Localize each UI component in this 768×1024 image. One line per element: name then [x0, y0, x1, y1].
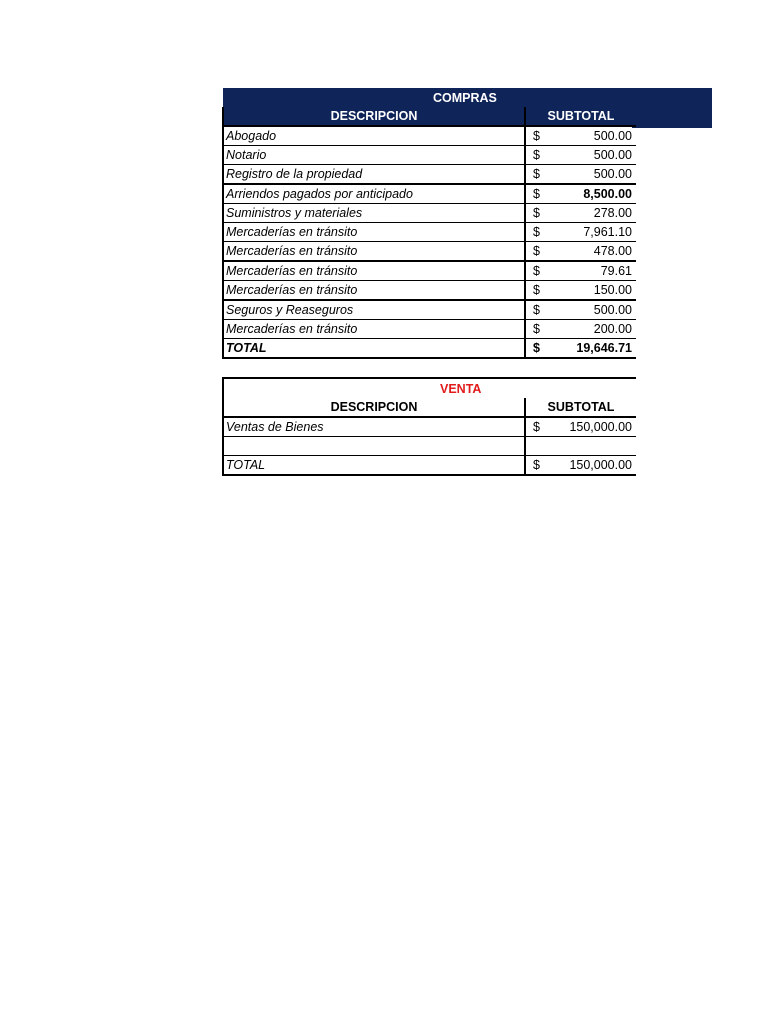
- row-subtotal: [525, 417, 636, 437]
- row-subtotal: [525, 184, 636, 204]
- compras-header-row: [223, 107, 636, 126]
- row-desc: Arriendos pagados por anticipado: [223, 184, 525, 204]
- currency-symbol: $: [533, 283, 540, 297]
- row-desc: Mercaderías en tránsito: [223, 242, 525, 262]
- row-amount: 150,000.00: [569, 420, 632, 434]
- table-row: [223, 146, 636, 165]
- currency-symbol: $: [533, 264, 540, 278]
- currency-symbol: $: [533, 322, 540, 336]
- row-desc: [223, 437, 525, 456]
- total-amount: 19,646.71: [576, 341, 632, 355]
- currency-symbol: $: [533, 244, 540, 258]
- row-amount: 500.00: [593, 303, 632, 317]
- total-label: TOTAL: [223, 456, 525, 476]
- table-row: [223, 437, 636, 456]
- row-desc: Mercaderías en tránsito: [223, 281, 525, 301]
- total-subtotal: [525, 339, 636, 359]
- row-amount: 478.00: [593, 244, 632, 258]
- total-amount: 150,000.00: [569, 458, 632, 472]
- table-row: [223, 417, 636, 437]
- row-amount: 8,500.00: [583, 187, 632, 201]
- table-row: [223, 242, 636, 262]
- row-amount: 150.00: [593, 283, 632, 297]
- currency-symbol: $: [533, 167, 540, 181]
- row-desc: Seguros y Reaseguros: [223, 300, 525, 320]
- table-row: [223, 261, 636, 281]
- row-subtotal: [525, 223, 636, 242]
- compras-title-row: [223, 88, 636, 107]
- venta-col-subtotal: SUBTOTAL: [525, 398, 636, 417]
- row-subtotal: [525, 261, 636, 281]
- table-row: [223, 204, 636, 223]
- total-label: TOTAL: [223, 339, 525, 359]
- row-subtotal: [525, 320, 636, 339]
- row-desc: Suministros y materiales: [223, 204, 525, 223]
- venta-col-desc: DESCRIPCION: [223, 398, 525, 417]
- row-amount: 278.00: [593, 206, 632, 220]
- currency-symbol: $: [533, 206, 540, 220]
- row-amount: 200.00: [593, 322, 632, 336]
- row-amount: 79.61: [600, 264, 632, 278]
- table-row: [223, 320, 636, 339]
- table-row: [223, 165, 636, 185]
- table-row: [223, 223, 636, 242]
- row-desc: Notario: [223, 146, 525, 165]
- row-subtotal: [525, 242, 636, 262]
- venta-header-row: [223, 398, 636, 417]
- compras-col-desc: DESCRIPCION: [223, 107, 525, 126]
- venta-title-row: [223, 378, 636, 398]
- row-desc: Ventas de Bienes: [223, 417, 525, 437]
- total-subtotal: [525, 456, 636, 476]
- currency-symbol: $: [533, 129, 540, 143]
- row-desc: Mercaderías en tránsito: [223, 223, 525, 242]
- currency-symbol: $: [533, 225, 540, 239]
- row-amount: 500.00: [593, 148, 632, 162]
- row-subtotal: [525, 126, 636, 146]
- currency-symbol: $: [533, 458, 540, 472]
- table-row: [223, 300, 636, 320]
- table-row: [223, 184, 636, 204]
- row-desc: Registro de la propiedad: [223, 165, 525, 185]
- header-fill-block: [632, 88, 712, 128]
- row-desc: Abogado: [223, 126, 525, 146]
- currency-symbol: $: [533, 420, 540, 434]
- compras-col-subtotal: SUBTOTAL: [525, 107, 636, 126]
- currency-symbol: $: [533, 148, 540, 162]
- row-subtotal: [525, 165, 636, 185]
- row-subtotal: [525, 204, 636, 223]
- row-amount: 500.00: [593, 167, 632, 181]
- currency-symbol: $: [533, 341, 540, 355]
- row-desc: Mercaderías en tránsito: [223, 261, 525, 281]
- row-desc: Mercaderías en tránsito: [223, 320, 525, 339]
- row-subtotal: [525, 437, 636, 456]
- row-amount: 500.00: [593, 129, 632, 143]
- currency-symbol: $: [533, 303, 540, 317]
- table-row: [223, 126, 636, 146]
- compras-total-row: [223, 339, 636, 359]
- row-subtotal: [525, 300, 636, 320]
- venta-total-row: [223, 456, 636, 476]
- row-amount: 7,961.10: [583, 225, 632, 239]
- venta-title: VENTA: [223, 378, 636, 398]
- row-subtotal: [525, 146, 636, 165]
- venta-table: [222, 377, 636, 476]
- compras-title: COMPRAS: [433, 90, 497, 105]
- row-subtotal: [525, 281, 636, 301]
- compras-table: [222, 88, 636, 359]
- currency-symbol: $: [533, 187, 540, 201]
- table-row: [223, 281, 636, 301]
